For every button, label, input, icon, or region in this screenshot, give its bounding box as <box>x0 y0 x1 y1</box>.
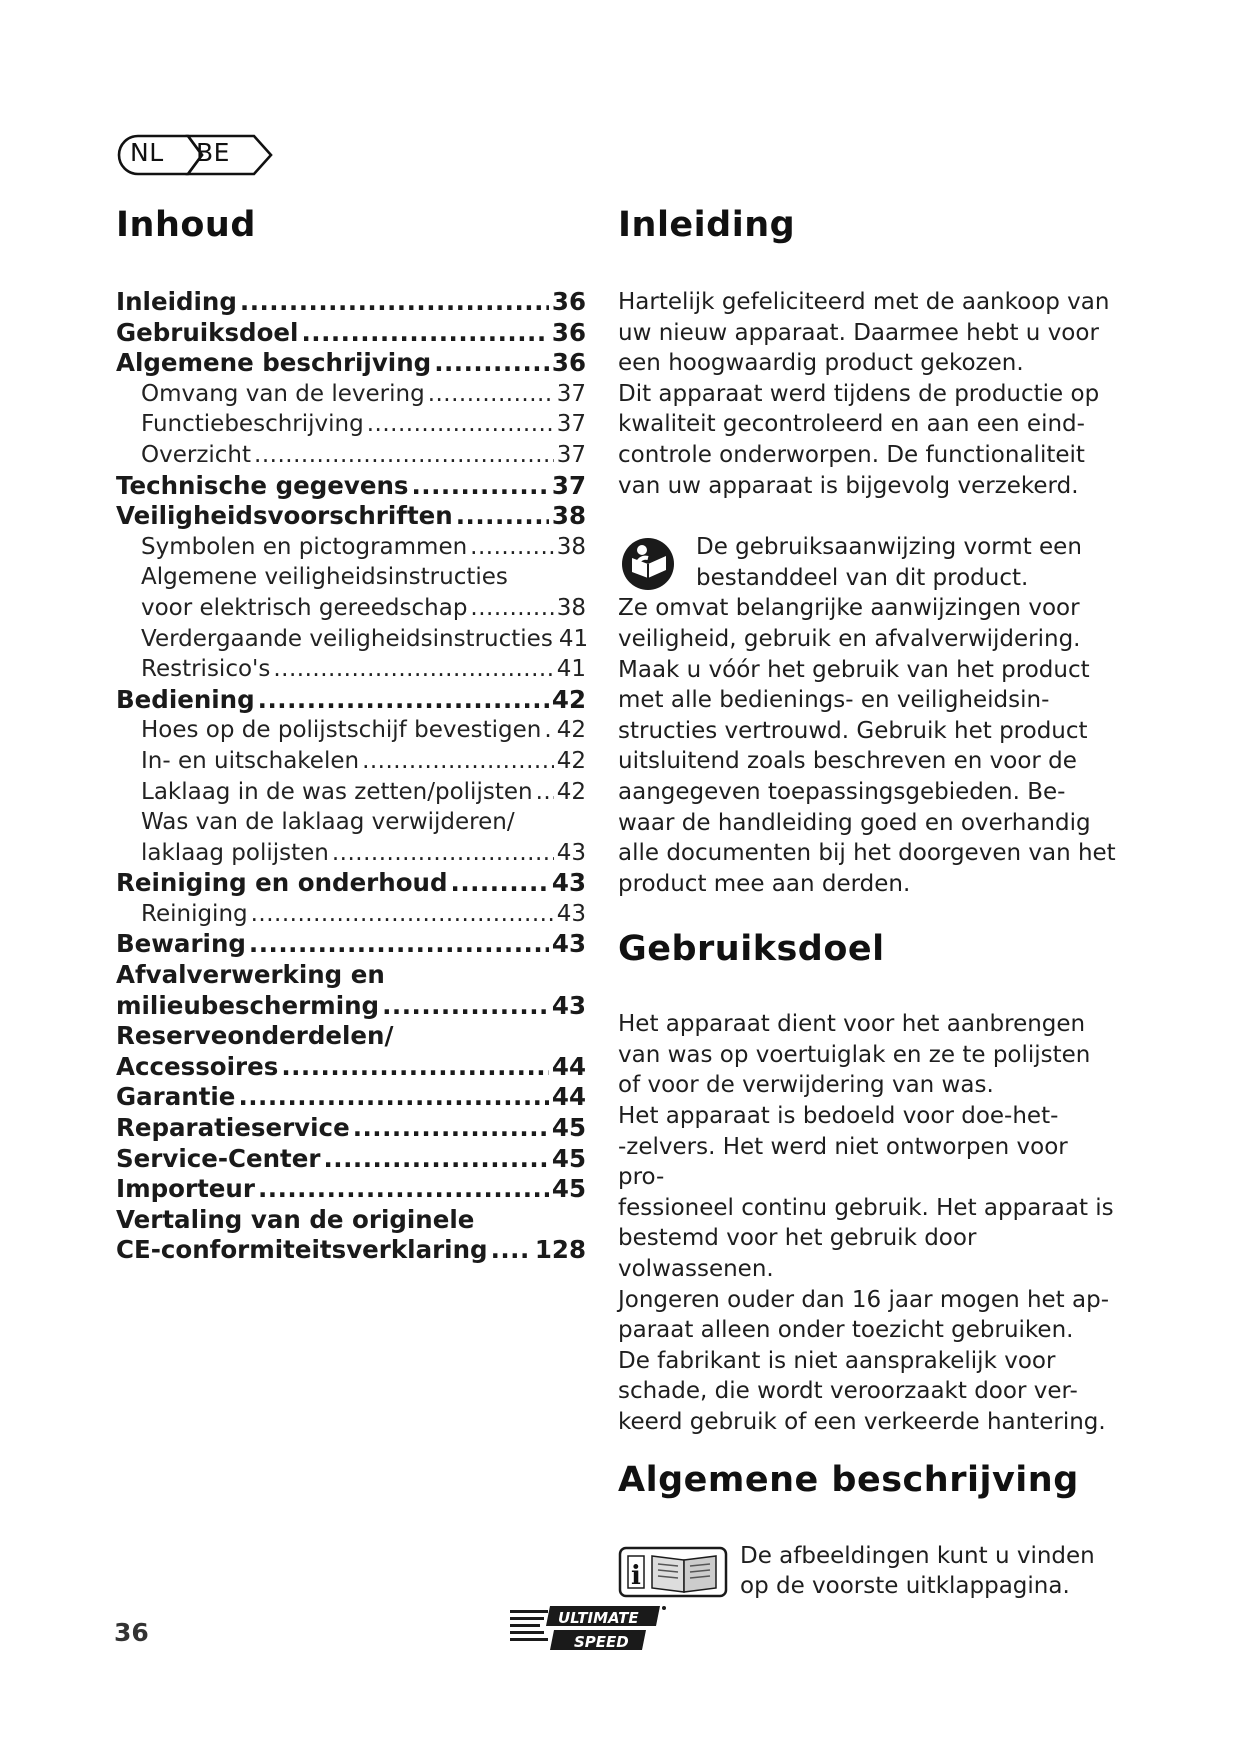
logo-text-top: ULTIMATE <box>558 1609 639 1627</box>
text-line: Dit apparaat werd tijdens de productie op <box>618 380 1100 407</box>
toc-entry <box>116 532 586 563</box>
toc-entry-page: 42 <box>556 747 586 774</box>
info-note <box>618 1541 1118 1605</box>
toc-entry-label: Reiniging en onderhoud <box>116 868 448 898</box>
text-line: uitsluitend zoals beschreven en voor de <box>618 748 1077 775</box>
toc-entry <box>116 501 586 532</box>
toc-dot-leader <box>323 1144 548 1175</box>
toc-entry-page: 45 <box>551 1113 586 1143</box>
toc-dot-leader <box>254 440 554 471</box>
text-line: Maak u vóór het gebruik van het product <box>618 656 1090 683</box>
toc-dot-leader <box>249 929 549 960</box>
toc-entry <box>116 379 586 410</box>
text-line: van uw apparaat is bijgevolg verzekerd. <box>618 472 1079 499</box>
toc-list <box>116 287 589 1266</box>
toc-entry-label: Veiligheidsvoorschriften <box>116 501 453 531</box>
toc-dot-leader <box>470 593 553 624</box>
toc-entry-label: voor elektrisch gereedschap <box>141 594 468 621</box>
logo-text-bottom: SPEED <box>574 1633 629 1651</box>
intro-paragraph <box>618 287 1118 501</box>
toc-entry-page: 42 <box>556 778 586 805</box>
toc-entry-page: 128 <box>534 1235 586 1265</box>
toc-entry <box>116 1235 586 1266</box>
toc-entry <box>116 287 586 318</box>
toc-entry <box>116 685 586 716</box>
toc-dot-leader <box>470 532 554 563</box>
toc-entry <box>116 318 586 349</box>
toc-dot-leader <box>412 471 549 502</box>
toc-entry-label: Omvang van de levering <box>141 380 425 407</box>
toc-entry <box>116 471 586 502</box>
toc-entry-label: CE-conformiteitsverklaring <box>116 1235 488 1265</box>
toc-dot-leader <box>273 654 553 685</box>
toc-entry <box>116 624 589 655</box>
toc-dot-leader <box>434 348 549 379</box>
text-line: aangegeven toepassingsgebieden. Be- <box>618 778 1066 805</box>
manual-note <box>618 532 1118 899</box>
toc-entry-label: Reiniging <box>141 900 248 927</box>
toc-dot-leader <box>281 1052 549 1083</box>
toc-entry-page: 41 <box>558 625 589 652</box>
toc-entry-page: 43 <box>551 868 586 898</box>
toc-dot-leader <box>332 838 554 869</box>
text-line: product mee aan derden. <box>618 870 911 897</box>
toc-entry <box>116 593 586 624</box>
toc-entry-page: 36 <box>551 317 586 347</box>
toc-entry-label: Symbolen en pictogrammen <box>141 533 468 560</box>
toc-entry-label: Reserveonderdelen/ <box>116 1021 394 1051</box>
toc-entry-label: Technische gegevens <box>116 470 409 500</box>
toc-entry <box>116 715 586 746</box>
text-line: Jongeren ouder dan 16 jaar mogen het ap- <box>618 1286 1110 1313</box>
toc-entry <box>116 1205 586 1236</box>
text-line: van was op voertuiglak en ze te polijsten <box>618 1041 1091 1068</box>
text-line: schade, die wordt veroorzaakt door ver- <box>618 1378 1078 1405</box>
toc-entry-label: milieubescherming <box>116 990 380 1020</box>
text-line: De afbeeldingen kunt u vinden <box>740 1542 1095 1569</box>
toc-dot-leader <box>367 409 554 440</box>
text-line: De gebruiksaanwijzing vormt een <box>696 534 1082 561</box>
toc-entry-label: Gebruiksdoel <box>116 317 299 347</box>
svg-text:i: i <box>631 1560 641 1591</box>
toc-entry-page: 42 <box>556 717 586 744</box>
text-line: controle onderworpen. De functionaliteit <box>618 441 1085 468</box>
toc-entry-page: 42 <box>551 684 586 714</box>
toc-entry-label: laklaag polijsten <box>141 839 329 866</box>
toc-entry-page: 38 <box>556 594 586 621</box>
toc-entry-label: Bewaring <box>116 929 246 959</box>
toc-entry-label: Reparatieservice <box>116 1113 350 1143</box>
text-line: uw nieuw apparaat. Daarmee hebt u voor <box>618 319 1099 346</box>
toc-entry <box>116 654 586 685</box>
toc-dot-leader <box>362 746 554 777</box>
text-line: -zelvers. Het werd niet ontworpen voor pro- <box>618 1133 1068 1191</box>
toc-entry-page: 36 <box>551 348 586 378</box>
toc-entry <box>116 1113 586 1144</box>
info-foldout-icon <box>618 1546 728 1598</box>
toc-entry-label: Was van de laklaag verwijderen/ <box>141 809 515 836</box>
content-column <box>618 205 1118 1605</box>
toc-entry <box>116 1144 586 1175</box>
manual-note-lines <box>618 593 1118 899</box>
toc-entry-label: In- en uitschakelen <box>141 747 360 774</box>
toc-entry <box>116 1052 586 1083</box>
toc-dot-leader <box>353 1113 549 1144</box>
toc-dot-leader <box>544 715 553 746</box>
toc-entry-page: 36 <box>551 287 586 316</box>
purpose-paragraph <box>618 1009 1118 1437</box>
text-line: waar de handleiding goed en overhandig <box>618 809 1091 836</box>
text-line: paraat alleen onder toezicht gebruiken. <box>618 1317 1074 1344</box>
toc-entry-page: 37 <box>551 470 586 500</box>
toc-dot-leader <box>301 318 548 349</box>
toc-title: Inhoud <box>116 205 256 245</box>
toc-entry-label: Hoes op de polijstschijf bevestigen <box>141 717 542 744</box>
brand-logo-icon <box>510 1602 670 1654</box>
toc-entry-label: Verdergaande veiligheidsinstructies <box>141 625 553 652</box>
toc-dot-leader <box>258 685 549 716</box>
toc-entry <box>116 991 586 1022</box>
toc-entry <box>116 929 586 960</box>
toc-dot-leader <box>240 287 549 318</box>
text-line: Het apparaat is bedoeld voor doe-het- <box>618 1103 1059 1130</box>
text-line: Ze omvat belangrijke aanwijzingen voor <box>618 595 1080 622</box>
text-line: De fabrikant is niet aansprakelijk voor <box>618 1347 1056 1374</box>
toc-entry-label: Garantie <box>116 1082 236 1112</box>
toc-entry-label: Laklaag in de was zetten/polijsten <box>141 778 533 805</box>
text-line: Hartelijk gefeliciteerd met de aankoop van <box>618 289 1110 315</box>
toc-entry-label: Restrisico's <box>141 656 271 683</box>
toc-entry-page: 43 <box>556 900 586 927</box>
read-manual-icon <box>618 536 682 592</box>
toc-entry-label: Overzicht <box>141 441 252 468</box>
text-line: kwaliteit gecontroleerd en aan een eind- <box>618 411 1085 438</box>
toc-entry-page: 37 <box>556 411 586 438</box>
toc-dot-leader <box>238 1082 548 1113</box>
text-line: alle documenten bij het doorgeven van het <box>618 840 1116 867</box>
manual-note-indented-lines <box>618 532 1118 593</box>
toc-entry-page: 43 <box>551 990 586 1020</box>
toc-entry-page: 45 <box>551 1143 586 1173</box>
text-line: fessioneel continu gebruik. Het apparaat is <box>618 1194 1114 1221</box>
toc-dot-leader <box>451 868 549 899</box>
toc-entry <box>116 960 586 991</box>
toc-entry-label: Algemene beschrijving <box>116 348 432 378</box>
section-title-gebruiksdoel: Gebruiksdoel <box>618 929 885 970</box>
badge-be: BE <box>196 138 230 167</box>
toc-entry-page: 45 <box>551 1174 586 1204</box>
text-line: een hoogwaardig product gekozen. <box>618 350 1024 377</box>
toc-entry <box>116 746 586 777</box>
text-line: of voor de verwijdering van was. <box>618 1072 994 1099</box>
toc-entry-label: Importeur <box>116 1174 255 1204</box>
text-line: keerd gebruik of een verkeerde hantering. <box>618 1409 1106 1435</box>
toc-entry <box>116 562 586 593</box>
toc-dot-leader <box>491 1235 532 1266</box>
toc-entry-label: Afvalverwerking en <box>116 960 385 990</box>
toc-entry-label: Accessoires <box>116 1051 279 1081</box>
section-title-inleiding: Inleiding <box>618 205 796 245</box>
toc-entry-page: 38 <box>556 533 586 560</box>
toc-entry-page: 43 <box>556 839 586 866</box>
toc-entry-page: 43 <box>551 929 586 959</box>
toc-entry-label: Bediening <box>116 684 255 714</box>
badge-nl: NL <box>130 138 164 167</box>
toc-entry-page: 37 <box>556 380 586 407</box>
toc-entry-label: Vertaling van de originele <box>116 1204 475 1234</box>
toc-entry <box>116 440 586 471</box>
toc-dot-leader <box>536 777 554 808</box>
toc-entry-page: 38 <box>551 501 586 531</box>
ultimate-speed-logo <box>510 1602 670 1654</box>
toc-entry-label: Service-Center <box>116 1143 321 1173</box>
toc-entry-label: Algemene veiligheidsinstructies <box>141 564 508 591</box>
text-line: met alle bedienings- en veiligheidsin- <box>618 687 1050 714</box>
toc-entry-page: 37 <box>556 441 586 468</box>
section-title-algemene-beschrijving: Algemene beschrijving <box>618 1459 1079 1500</box>
toc-dot-leader <box>258 1174 549 1205</box>
toc-entry-label: Functiebeschrijving <box>141 411 364 438</box>
text-line: veiligheid, gebruik en afvalverwijdering. <box>618 625 1081 652</box>
toc-entry-page: 44 <box>551 1082 586 1112</box>
toc-entry <box>116 1021 586 1052</box>
toc-dot-leader <box>428 379 554 410</box>
page-number: 36 <box>114 1618 149 1647</box>
toc-entry <box>116 899 586 930</box>
toc-entry <box>116 1174 586 1205</box>
text-line: Het apparaat dient voor het aanbrengen <box>618 1011 1086 1038</box>
toc-dot-leader <box>251 899 554 930</box>
toc-entry <box>116 348 586 379</box>
toc-dot-leader <box>382 991 549 1022</box>
toc-dot-leader <box>456 501 549 532</box>
toc-entry-page: 44 <box>551 1051 586 1081</box>
info-text <box>740 1541 1120 1602</box>
toc-entry <box>116 868 586 899</box>
toc-entry <box>116 1082 586 1113</box>
toc-entry-page: 41 <box>556 656 586 683</box>
language-badge <box>116 133 272 173</box>
text-line: bestemd voor het gebruik door volwassenen. <box>618 1225 977 1283</box>
toc-entry <box>116 838 586 869</box>
toc-column <box>116 205 589 1266</box>
toc-entry <box>116 807 586 838</box>
toc-entry <box>116 409 586 440</box>
toc-entry-label: Inleiding <box>116 287 237 316</box>
text-line: bestanddeel van dit product. <box>696 564 1029 591</box>
text-line: structies vertrouwd. Gebruik het product <box>618 717 1088 744</box>
toc-entry <box>116 777 586 808</box>
text-line: op de voorste uitklappagina. <box>740 1573 1070 1600</box>
